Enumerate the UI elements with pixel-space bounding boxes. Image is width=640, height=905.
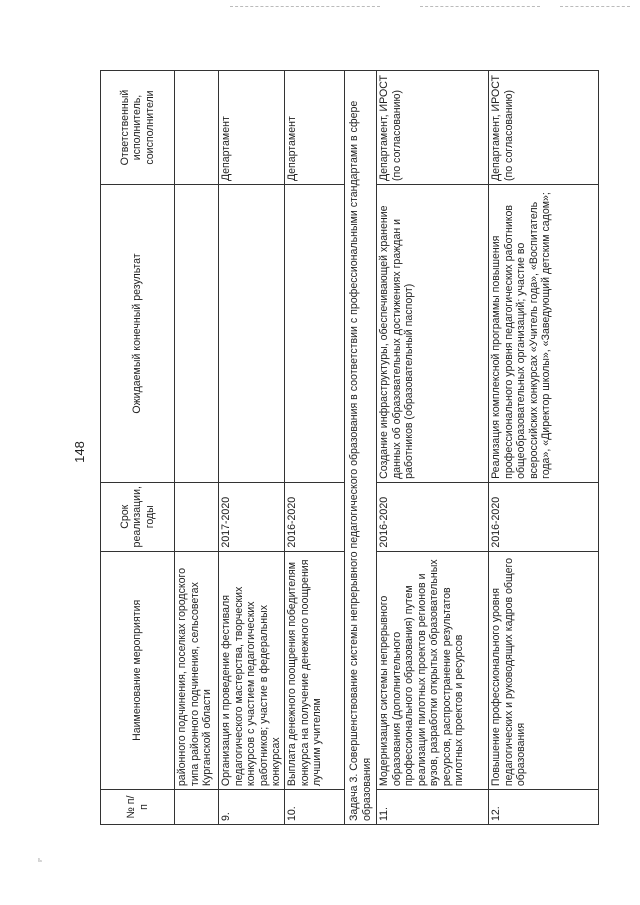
- cell-num: 12.: [489, 790, 599, 825]
- table-row: [285, 71, 345, 825]
- cell-responsible: Департамент: [285, 71, 345, 185]
- cell-responsible: Департамент, ИРОСТ (по согласованию): [377, 71, 489, 185]
- scan-edge-line: [560, 6, 630, 7]
- cell-num: 9.: [219, 790, 285, 825]
- cell-name: Выплата денежного поощрения победителям конкурса на получение денежного поощрения лучшим учителям: [285, 551, 345, 790]
- task-row: [345, 71, 377, 825]
- cell-name: Повышение профессионального уровня педагогических и руководящих кадров общего образования: [489, 551, 599, 790]
- cell-term: 2016-2020: [489, 482, 599, 551]
- measures-table-rotated: [100, 70, 620, 825]
- table-header-row: [101, 71, 175, 825]
- table-row: [489, 71, 599, 825]
- cell-name: Модернизация системы непрерывного образования (дополнительного профессионального образования) путем реализации пилотных проектов регионов и вузов, разработки открытых образовательных ресурсов, распространение результатов пилотных проектов и ресурсов: [377, 551, 489, 790]
- cell-term: 2017-2020: [219, 482, 285, 551]
- cell-responsible: [175, 71, 219, 185]
- header-result: Ожидаемый конечный результат: [101, 185, 175, 483]
- header-term: Срок реализации, годы: [101, 482, 175, 551]
- cell-term: 2016-2020: [377, 482, 489, 551]
- cell-result: [285, 185, 345, 483]
- cell-num: [175, 790, 219, 825]
- table-row: [175, 71, 219, 825]
- scan-edge-line: [420, 6, 540, 7]
- cell-responsible: Департамент: [219, 71, 285, 185]
- cell-result: Создание инфраструктуры, обеспечивающей хранение данных об образовательных достижениях граждан и работников (образовательный паспорт): [377, 185, 489, 483]
- table-row: [377, 71, 489, 825]
- cell-responsible: Департамент, ИРОСТ (по согласованию): [489, 71, 599, 185]
- scan-edge-line: [230, 6, 380, 7]
- cell-name: районного подчинения, поселках городского типа районного подчинения, сельсоветах Курганской области: [175, 551, 219, 790]
- scan-mark: ٍ ٍ ٍ: [33, 857, 41, 863]
- header-name: Наименование мероприятия: [101, 551, 175, 790]
- cell-num: 11.: [377, 790, 489, 825]
- cell-term: [175, 482, 219, 551]
- header-responsible: Ответственный исполнитель, соисполнители: [101, 71, 175, 185]
- cell-term: 2016-2020: [285, 482, 345, 551]
- task-heading: Задача 3. Совершенствование системы непрерывного педагогического образования в соответствии с профессиональными стандартами в сфере образования: [345, 71, 377, 825]
- header-num: № п/п: [101, 790, 175, 825]
- cell-num: 10.: [285, 790, 345, 825]
- page-number: 148: [72, 441, 87, 463]
- measures-table: [100, 70, 599, 825]
- cell-result: Реализация комплексной программы повышения профессионального уровня педагогических работников общеобразовательных организаций; участие во всероссийских конкурсах «Учитель года», «Воспитатель года», «Директор школы», «Заведующий детским садом»;: [489, 185, 599, 483]
- table-row: [219, 71, 285, 825]
- cell-name: Организация и проведение фестиваля педагогического мастерства, творческих конкурсов с участием педагогических работников; участие в федеральных конкурсах: [219, 551, 285, 790]
- cell-result: [175, 185, 219, 483]
- cell-result: [219, 185, 285, 483]
